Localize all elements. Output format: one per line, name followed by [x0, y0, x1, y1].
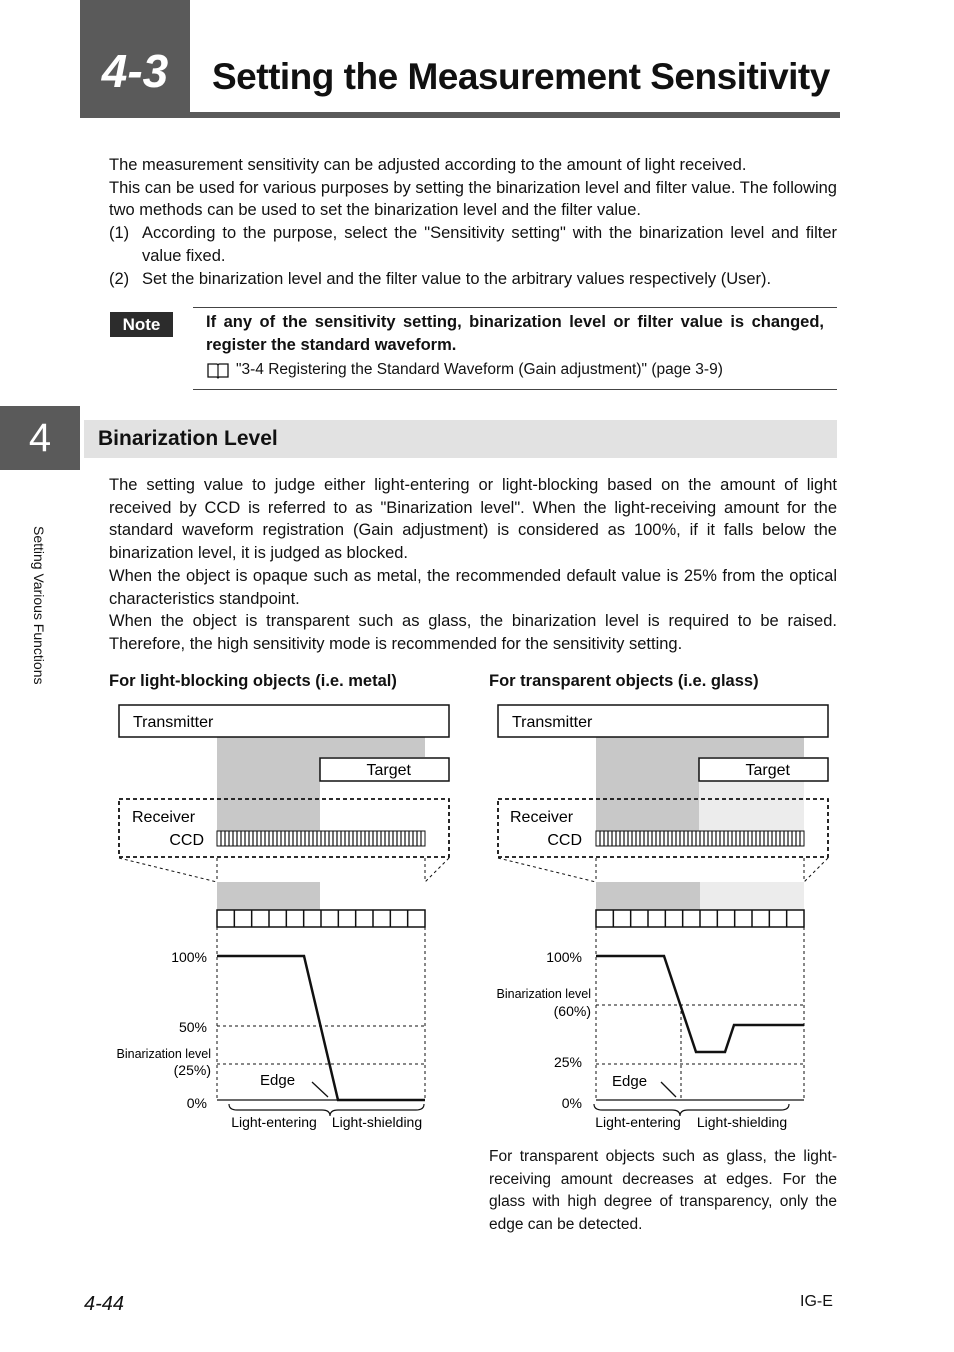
- section-body: [109, 474, 837, 656]
- chapter-label: Setting Various Functions: [31, 526, 47, 685]
- binarization-value: (60%): [553, 1003, 591, 1019]
- target-label: Target: [745, 762, 790, 779]
- waveform-line: [596, 956, 804, 1052]
- body-paragraph: When the object is transparent such as glass, the binarization level is required to be raised. Therefore, the high sensitivity mode is recommended for the sensitivity setting.: [109, 612, 837, 653]
- binarization-value: (25%): [173, 1062, 211, 1078]
- diagram-glass: [480, 700, 840, 1140]
- section-number: 4-3: [101, 45, 169, 97]
- binarization-label: Binarization level: [496, 987, 591, 1001]
- section-number-box: [80, 0, 190, 118]
- note-text: If any of the sensitivity setting, binarization level or filter value is changed, register the standard waveform.: [206, 313, 824, 354]
- book-icon: [206, 361, 230, 379]
- list-item: [109, 222, 837, 267]
- list-num: (2): [109, 269, 130, 288]
- chapter-tab: 4: [0, 406, 80, 470]
- y-label-50: 50%: [178, 1019, 207, 1035]
- list-text: Set the binarization level and the filter value to the arbitrary values respectively (User).: [142, 269, 772, 288]
- receiver-label: Receiver: [510, 809, 574, 826]
- y-label-25: 25%: [553, 1054, 582, 1070]
- light-entering-label: Light-entering: [595, 1114, 681, 1130]
- list-item: [109, 268, 837, 291]
- page-title: Setting the Measurement Sensitivity: [212, 56, 830, 97]
- list-num: (1): [109, 224, 130, 243]
- note-reference[interactable]: [206, 361, 723, 379]
- transmitter-label: Transmitter: [133, 714, 214, 731]
- intro-text: [109, 154, 837, 290]
- light-entering-label: Light-entering: [231, 1114, 317, 1130]
- ccd-label: CCD: [547, 832, 582, 849]
- list-text: According to the purpose, select the "Sensitivity setting" with the binarization level and filter value fixed.: [142, 224, 837, 265]
- waveform-line: [217, 956, 425, 1100]
- body-paragraph: The setting value to judge either light-entering or light-blocking based on the amount of light received by CCD is referred to as "Binarization level". When the light-receiving amount for the standard waveform registration (Gain adjustment) is considered as 100%, if it falls below the binarization level, it is judged as blocked.: [109, 476, 837, 563]
- page-number: 4-44: [84, 1293, 125, 1315]
- y-label-100: 100%: [546, 949, 582, 965]
- figure-caption-left: For light-blocking objects (i.e. metal): [109, 672, 397, 690]
- section-heading-bar: [84, 420, 837, 458]
- edge-label: Edge: [260, 1072, 296, 1089]
- note-badge: Note: [110, 312, 173, 337]
- note-reference-text: "3-4 Registering the Standard Waveform (Gain adjustment)" (page 3-9): [236, 361, 723, 378]
- ccd-label: CCD: [169, 832, 204, 849]
- target-label: Target: [366, 762, 411, 779]
- edge-label: Edge: [612, 1073, 648, 1090]
- y-label-100: 100%: [171, 949, 207, 965]
- section-heading: Binarization Level: [98, 427, 278, 450]
- y-label-0: 0%: [561, 1095, 582, 1111]
- intro-line: This can be used for various purposes by setting the binarization level and filter value. The following two methods can be used to set the binarization level and the filter value.: [109, 178, 837, 220]
- receiver-label: Receiver: [132, 809, 196, 826]
- document-code: IG-E: [800, 1293, 833, 1310]
- light-shielding-label: Light-shielding: [696, 1114, 788, 1130]
- figure-note: For transparent objects such as glass, the light-receiving amount decreases at edges. For the glass with high degree of transparency, only the edge can be detected.: [489, 1148, 837, 1233]
- light-shielding-label: Light-shielding: [331, 1114, 423, 1130]
- title-rule: [190, 112, 840, 118]
- diagram-metal: [100, 700, 460, 1140]
- figure-caption-right: For transparent objects (i.e. glass): [489, 672, 759, 690]
- intro-line: The measurement sensitivity can be adjusted according to the amount of light received.: [109, 156, 747, 174]
- note-rule-bottom: [193, 389, 837, 390]
- binarization-label: Binarization level: [116, 1047, 211, 1061]
- note-rule-top: [193, 307, 837, 308]
- y-label-0: 0%: [186, 1095, 207, 1111]
- body-paragraph: When the object is opaque such as metal, the recommended default value is 25% from the optical characteristics standpoint.: [109, 566, 837, 608]
- transmitter-label: Transmitter: [512, 714, 593, 731]
